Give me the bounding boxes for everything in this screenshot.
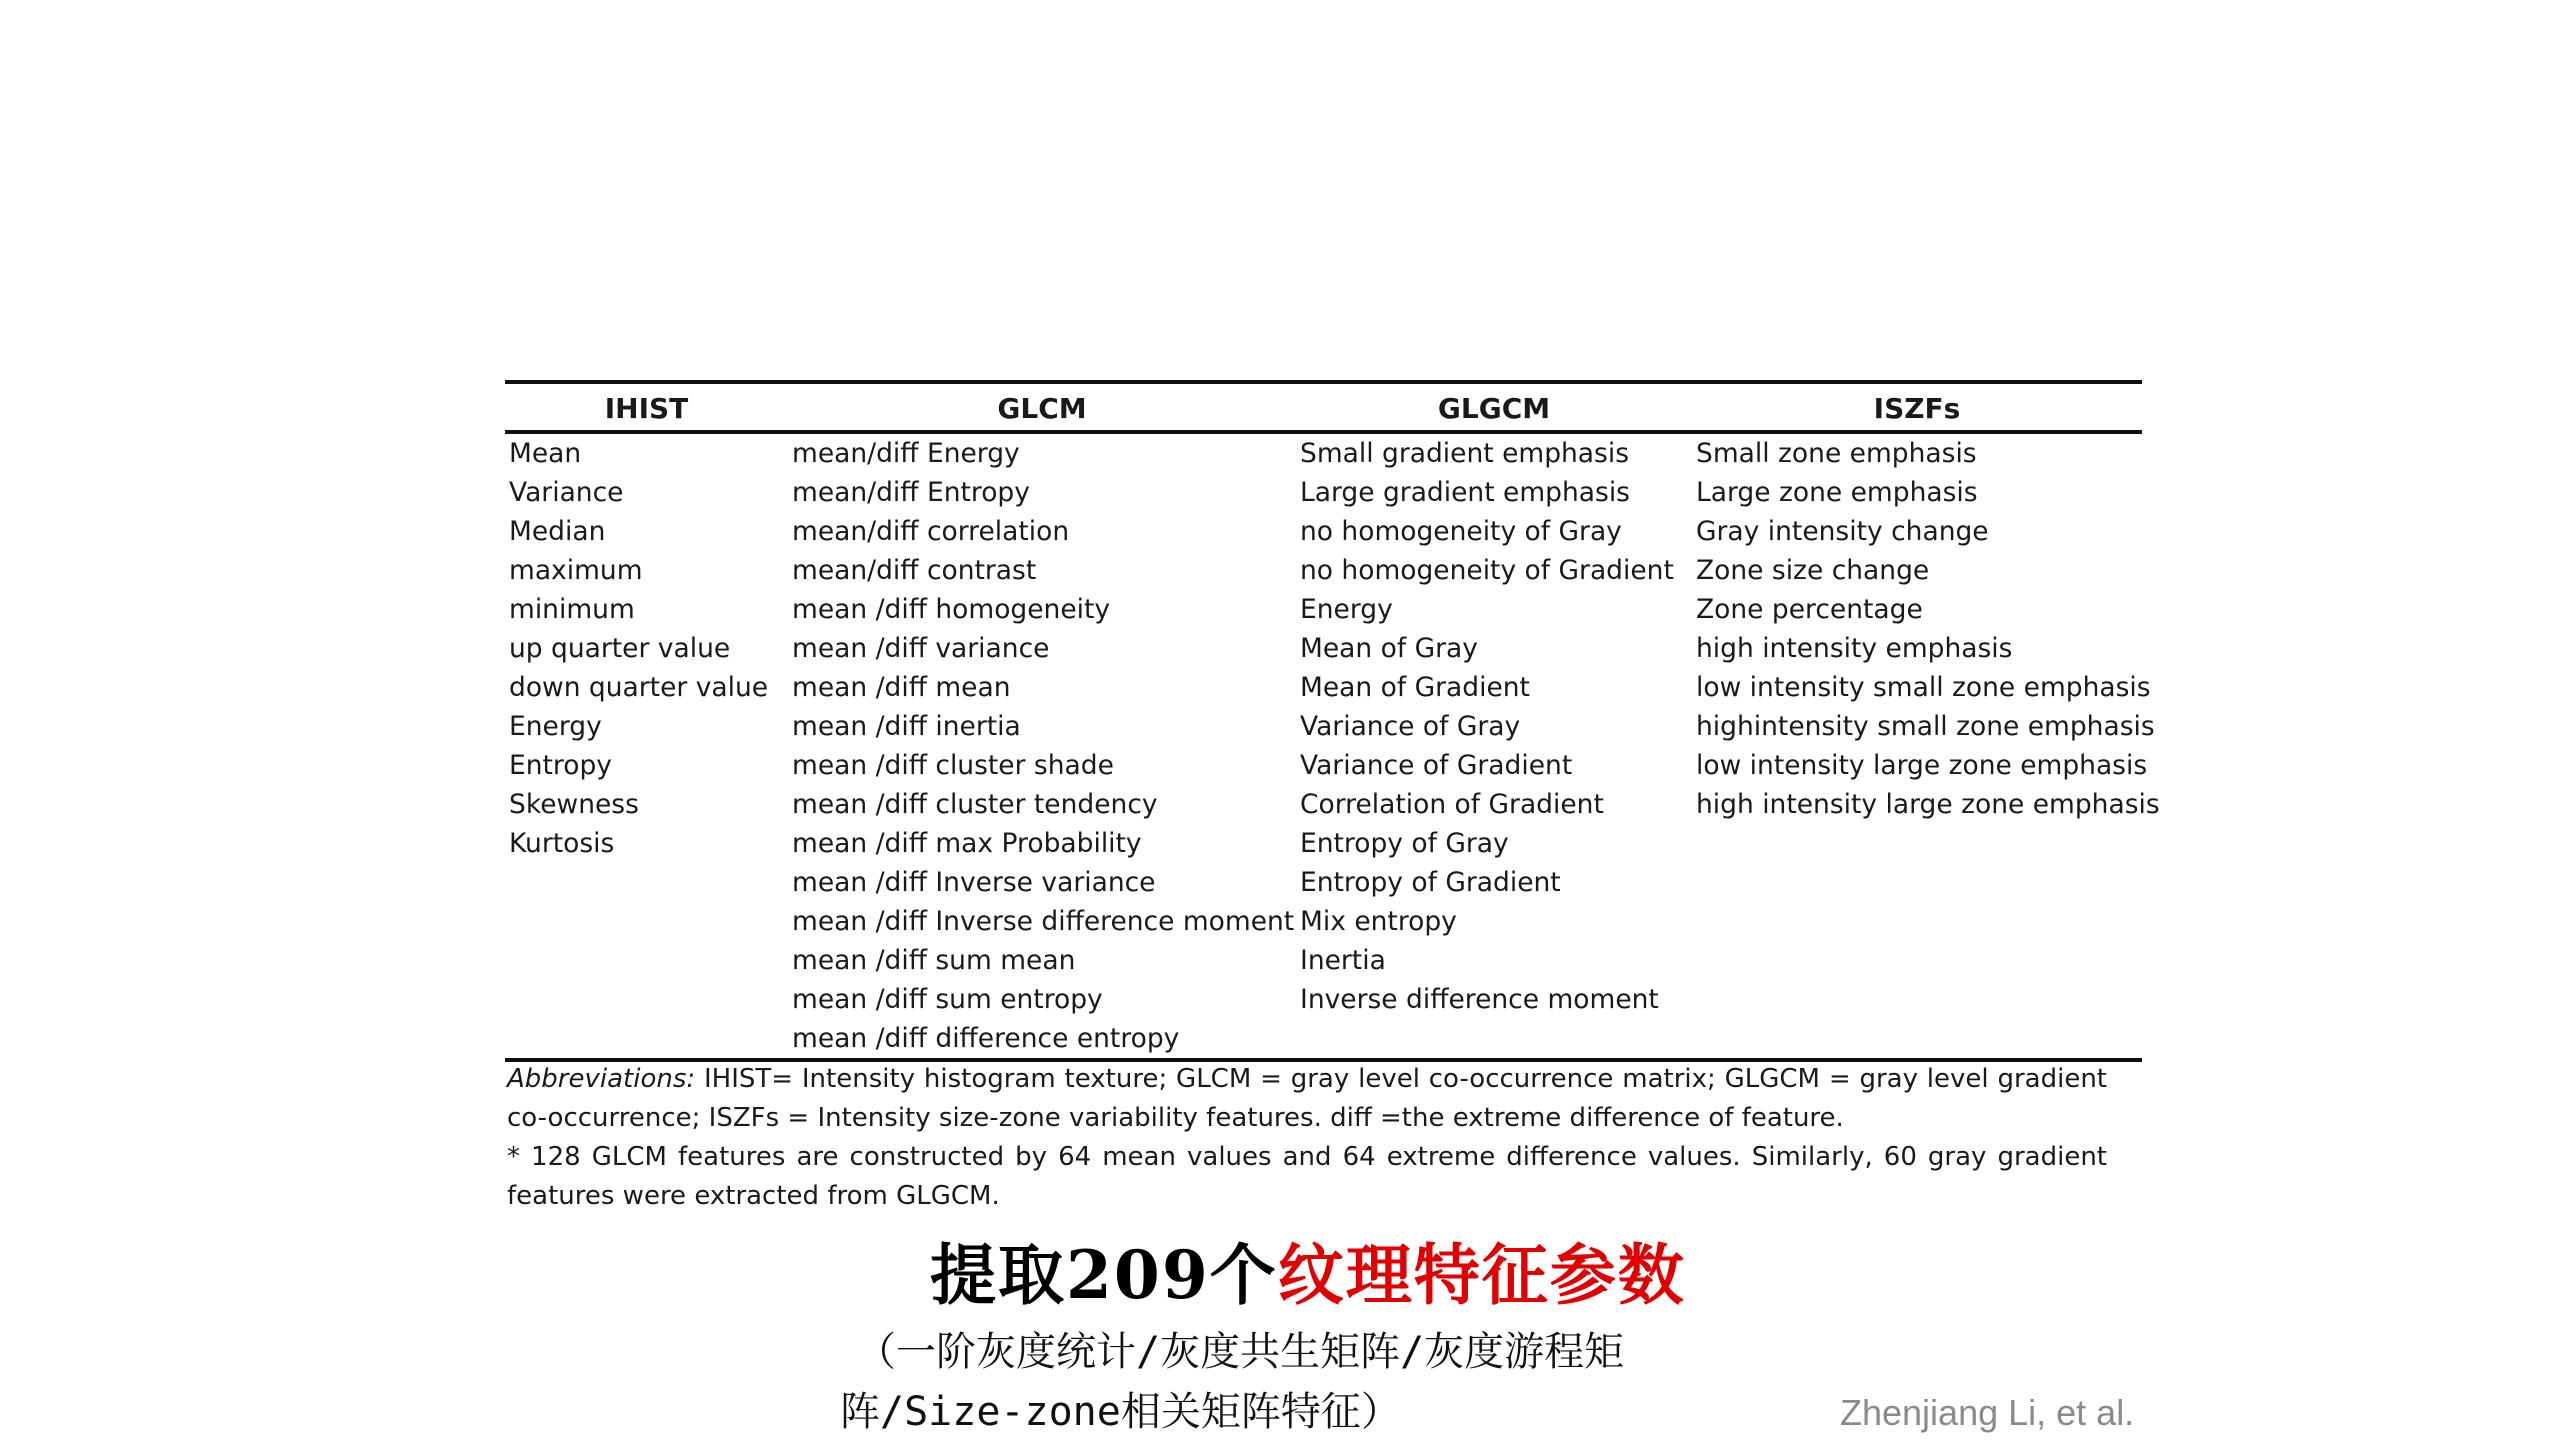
table-cell-ihist	[505, 863, 788, 902]
table-cell-ihist	[505, 980, 788, 1019]
table-cell-ihist: maximum	[509, 555, 643, 586]
table-cell-glgcm: Inverse difference moment	[1300, 984, 1659, 1015]
table-cell-ihist	[505, 902, 788, 941]
headline	[930, 1230, 1686, 1320]
table-cell-iszfs	[1692, 902, 2142, 941]
table-cell-iszfs	[1692, 980, 2142, 1019]
table-cell-glcm: mean /diff inertia	[792, 711, 1021, 742]
table-cell-ihist: Variance	[509, 477, 624, 508]
table-cell-glgcm: no homogeneity of Gradient	[1300, 555, 1674, 586]
table-cell-glgcm: Mix entropy	[1300, 906, 1457, 937]
table-row	[505, 941, 2142, 980]
author-credit: Zhenjiang Li, et al.	[1840, 1392, 2135, 1433]
table-cell-glgcm	[1296, 1019, 1692, 1060]
header-glcm: GLCM	[788, 382, 1296, 432]
table-row	[505, 1019, 2142, 1060]
table-cell-ihist	[505, 941, 788, 980]
abbreviations-text: IHIST= Intensity histogram texture; GLCM = gray level co-occurrence matrix; GLGCM = gray level gradient co-occurrence; ISZFs = Intensity size-zone variability features. diff =the extreme difference of feature.	[507, 1064, 2107, 1133]
table-row	[505, 902, 2142, 941]
table-cell-ihist: up quarter value	[509, 633, 731, 664]
table-cell-glcm: mean /diff Inverse difference moment	[792, 906, 1295, 937]
table-cell-ihist: Energy	[509, 711, 602, 742]
table-cell-glgcm: no homogeneity of Gray	[1300, 516, 1622, 547]
table-cell-glgcm: Small gradient emphasis	[1300, 438, 1630, 469]
table-cell-glcm: mean/diff contrast	[792, 555, 1037, 586]
table-cell-ihist: Median	[509, 516, 606, 547]
table-cell-iszfs	[1692, 1019, 2142, 1060]
table-cell-glcm: mean /diff sum mean	[792, 945, 1076, 976]
table-cell-ihist: down quarter value	[509, 672, 769, 703]
table-cell-glgcm: Mean of Gradient	[1300, 672, 1530, 703]
table-body	[505, 432, 2160, 1060]
table-row	[505, 668, 2142, 707]
table-cell-iszfs: Zone percentage	[1696, 594, 1923, 625]
table-row	[505, 590, 2142, 629]
table-row	[505, 512, 2142, 551]
table-cell-glgcm: Variance of Gradient	[1300, 750, 1573, 781]
table-cell-glgcm: Inertia	[1300, 945, 1386, 976]
table-cell-glcm: mean/diff correlation	[792, 516, 1070, 547]
table-cell-glgcm: Variance of Gray	[1300, 711, 1521, 742]
table-row	[505, 824, 2142, 863]
headline-red-part: 纹理特征参数	[1277, 1236, 1686, 1314]
abbreviations-label: Abbreviations:	[507, 1064, 696, 1094]
table-cell-glgcm: Entropy of Gradient	[1300, 867, 1561, 898]
table-cell-glgcm: Correlation of Gradient	[1300, 789, 1604, 820]
table-cell-iszfs: low intensity large zone emphasis	[1696, 750, 2148, 781]
table-cell-iszfs: high intensity large zone emphasis	[1696, 789, 2160, 820]
feature-table	[505, 380, 2160, 1062]
table-cell-glcm: mean /diff homogeneity	[792, 594, 1111, 625]
table-cell-glcm: mean /diff Inverse variance	[792, 867, 1156, 898]
table-notes	[507, 1060, 2107, 1216]
table-cell-glgcm: Large gradient emphasis	[1300, 477, 1630, 508]
table-cell-ihist: Kurtosis	[509, 828, 615, 859]
table-cell-iszfs: Gray intensity change	[1696, 516, 1989, 547]
table-cell-glcm: mean /diff mean	[792, 672, 1011, 703]
table-cell-ihist: Skewness	[509, 789, 639, 820]
table-cell-iszfs: Small zone emphasis	[1696, 438, 1977, 469]
headline-black-part: 提取209个	[930, 1236, 1278, 1314]
table-cell-ihist: Entropy	[509, 750, 612, 781]
table-row	[505, 980, 2142, 1019]
table-cell-glcm: mean/diff Energy	[792, 438, 1020, 469]
table-cell-glgcm: Mean of Gray	[1300, 633, 1478, 664]
table-cell-iszfs	[1692, 941, 2142, 980]
table-cell-iszfs: low intensity small zone emphasis	[1696, 672, 2151, 703]
table-row	[505, 707, 2142, 746]
table-cell-ihist: Mean	[509, 438, 582, 469]
table-row	[505, 863, 2142, 902]
table-cell-glgcm: Energy	[1300, 594, 1393, 625]
table-cell-glcm: mean /diff cluster tendency	[792, 789, 1158, 820]
table-row	[505, 551, 2142, 590]
table-cell-glcm: mean /diff sum entropy	[792, 984, 1103, 1015]
table-row	[505, 746, 2142, 785]
table-cell-glcm: mean /diff max Probability	[792, 828, 1142, 859]
table-cell-glcm: mean/diff Entropy	[792, 477, 1030, 508]
table-row	[505, 785, 2142, 824]
subtitle-line-1: （一阶灰度统计/灰度共生矩阵/灰度游程矩	[856, 1329, 1625, 1375]
abbreviations-note	[507, 1060, 2107, 1138]
subtitle-line-2: 阵/Size-zone相关矩阵特征）	[840, 1389, 1401, 1435]
table-header-row	[505, 382, 2142, 432]
table-row	[505, 473, 2142, 512]
table-cell-iszfs: Zone size change	[1696, 555, 1930, 586]
subtitle	[840, 1322, 1780, 1440]
table-row	[505, 432, 2142, 473]
header-iszfs: ISZFs	[1692, 382, 2142, 432]
table-cell-iszfs	[1692, 863, 2142, 902]
table-cell-iszfs	[1692, 824, 2142, 863]
footnote: * 128 GLCM features are constructed by 64 mean values and 64 extreme difference values. Similarly, 60 gray gradient features were extracted from GLGCM.	[507, 1142, 2107, 1211]
table-cell-glcm: mean /diff cluster shade	[792, 750, 1114, 781]
table-cell-glcm: mean /diff variance	[792, 633, 1050, 664]
table-row	[505, 629, 2142, 668]
table-cell-iszfs: Large zone emphasis	[1696, 477, 1978, 508]
header-ihist: IHIST	[505, 382, 788, 432]
feature-table-container	[505, 380, 2160, 1062]
header-glgcm: GLGCM	[1296, 382, 1692, 432]
table-cell-ihist	[505, 1019, 788, 1060]
table-cell-iszfs: high intensity emphasis	[1696, 633, 2013, 664]
table-cell-ihist: minimum	[509, 594, 635, 625]
table-cell-iszfs: highintensity small zone emphasis	[1696, 711, 2155, 742]
table-cell-glcm: mean /diff difference entropy	[788, 1019, 1296, 1060]
table-cell-glgcm: Entropy of Gray	[1300, 828, 1509, 859]
